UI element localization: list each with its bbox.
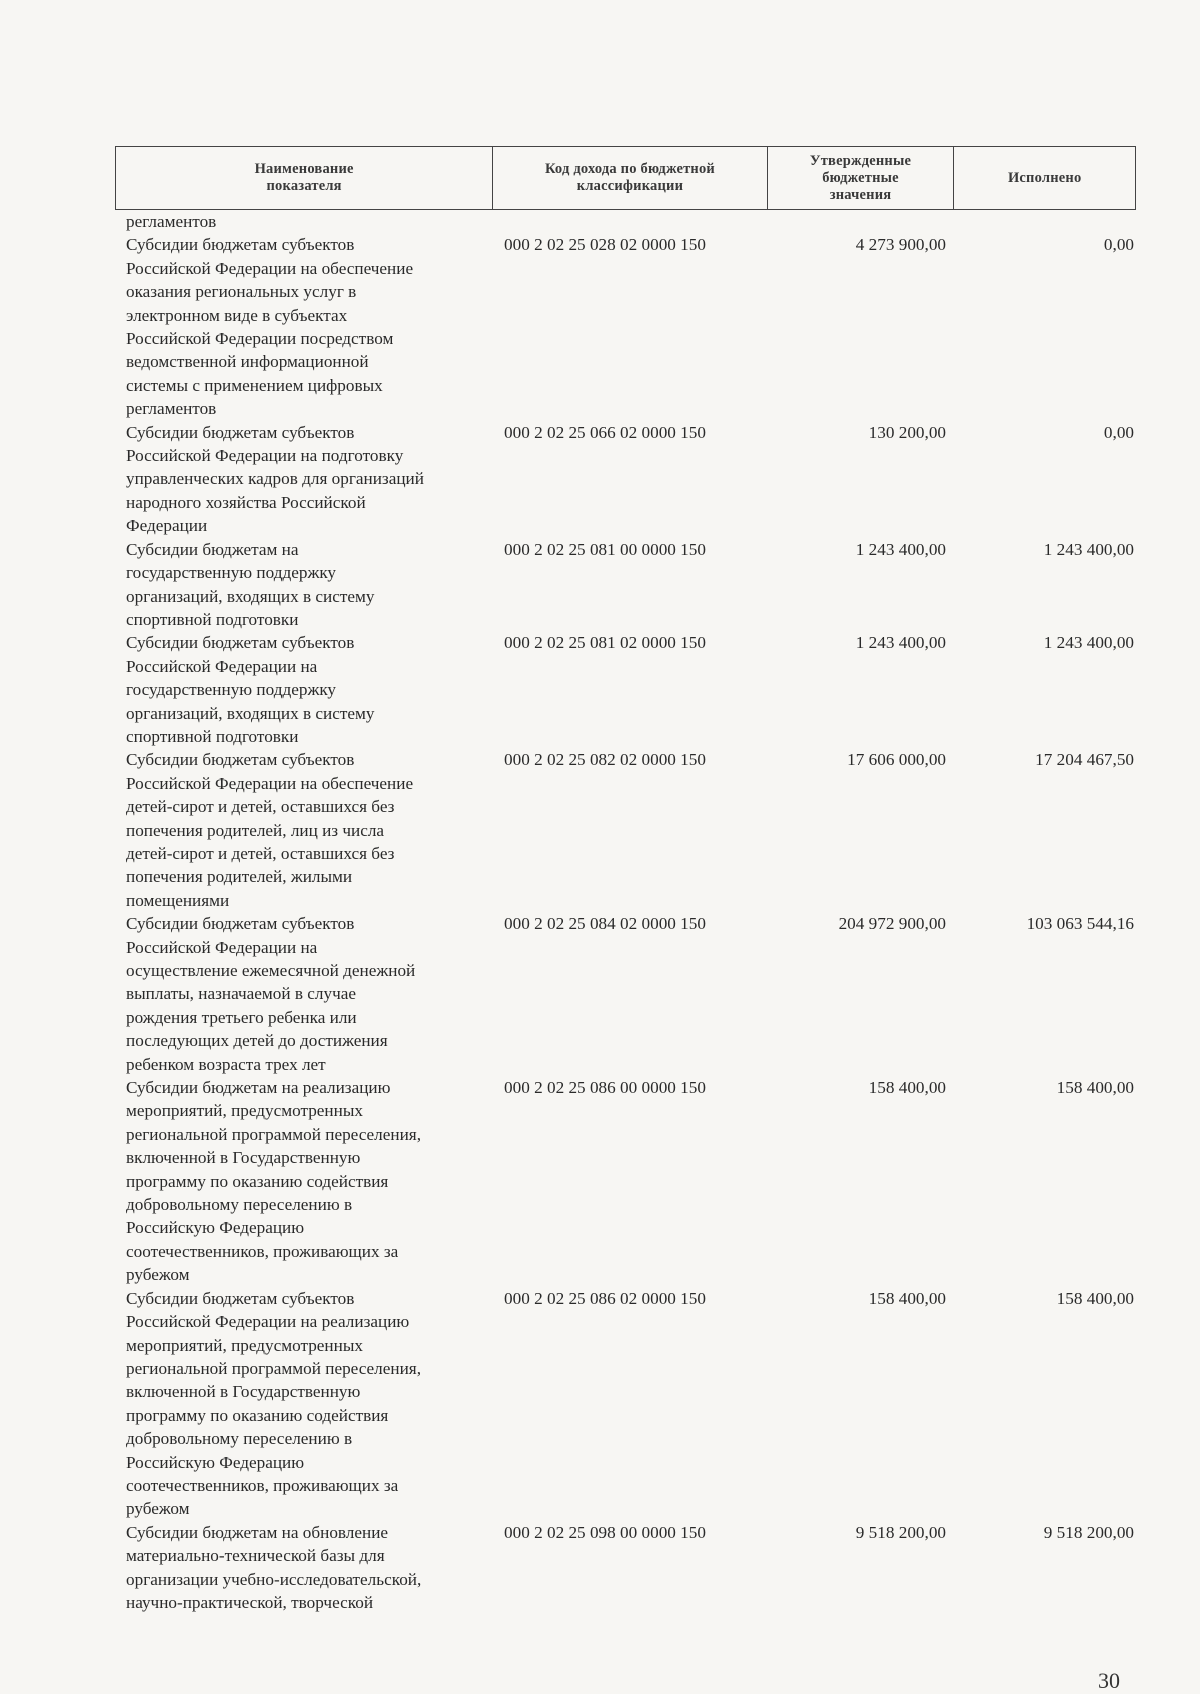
row-executed: 158 400,00 (1056, 1288, 1134, 1308)
row-name: Субсидии бюджетам на обновление материально-технической базы для организации учебно-исследовательской, научно-практической, творческой (126, 1522, 422, 1612)
row-executed: 158 400,00 (1056, 1078, 1134, 1098)
table-row (126, 538, 1136, 632)
table-body (126, 210, 1136, 1614)
table-row (126, 631, 1136, 748)
row-code: 000 2 02 25 028 02 0000 150 (504, 235, 706, 255)
row-name: Субсидии бюджетам на государственную поддержку организаций, входящих в систему спортивной подготовки (126, 539, 375, 629)
header-approved: Утвержденные бюджетные значения (768, 147, 955, 209)
row-code: 000 2 02 25 066 02 0000 150 (504, 422, 706, 442)
row-executed: 0,00 (1103, 422, 1134, 442)
row-name: Субсидии бюджетам субъектов Российской Федерации на обеспечение оказания региональных услуг в электронном виде в субъектах Российской Федерации посредством ведомственной информационной системы с применением цифровых регламентов (126, 235, 414, 419)
row-approved: 17 606 000,00 (847, 750, 946, 770)
row-name: Субсидии бюджетам на реализацию мероприятий, предусмотренных региональной программой переселения, включенной в Государственную программу по оказанию содействия добровольному переселению в Российскую Федерацию соотечественников, проживающих за рубежом (126, 1078, 421, 1285)
row-executed: 17 204 467,50 (1035, 750, 1134, 770)
header-name: Наименование показателя (116, 147, 493, 209)
row-approved: 158 400,00 (868, 1078, 946, 1098)
header-executed: Исполнено (1007, 169, 1082, 186)
row-code: 000 2 02 25 086 00 0000 150 (504, 1078, 706, 1098)
row-approved: 1 243 400,00 (855, 539, 946, 559)
page-number: 30 (1098, 1668, 1120, 1693)
row-approved: 1 243 400,00 (855, 633, 946, 653)
row-name: Субсидии бюджетам субъектов Российской Федерации на осуществление ежемесячной денежной выплаты, назначаемой в случае рождения третьего ребенка или последующих детей до достижения ребенком возраста трех лет (126, 914, 416, 1074)
table-row (126, 1287, 1136, 1521)
row-name: Субсидии бюджетам субъектов Российской Федерации на подготовку управленческих кадров для организаций народного хозяйства Российской Федерации (126, 422, 424, 536)
row-code: 000 2 02 25 086 02 0000 150 (504, 1288, 706, 1308)
row-name: Субсидии бюджетам субъектов Российской Федерации на реализацию мероприятий, предусмотренных региональной программой переселения, включенной в Государственную программу по оказанию содействия добровольному переселению в Российскую Федерацию соотечественников, проживающих за рубежом (126, 1288, 421, 1519)
table-row (126, 912, 1136, 1076)
row-executed: 0,00 (1103, 235, 1134, 255)
row-approved: 204 972 900,00 (838, 914, 946, 934)
row-name: Субсидии бюджетам субъектов Российской Федерации на обеспечение детей-сирот и детей, оставшихся без попечения родителей, лиц из числа детей-сирот и детей, оставшихся без попечения родителей, жилыми помещениями (126, 750, 414, 910)
table-row (126, 421, 1136, 538)
table-row (126, 1521, 1136, 1615)
header-code: Код дохода по бюджетной классификации (493, 147, 767, 209)
row-code: 000 2 02 25 081 02 0000 150 (504, 633, 706, 653)
table-row (126, 233, 1136, 420)
table-row (126, 1076, 1136, 1287)
row-code: 000 2 02 25 098 00 0000 150 (504, 1522, 706, 1542)
row-executed: 103 063 544,16 (1026, 914, 1134, 934)
row-name: регламентов (126, 212, 217, 231)
row-approved: 9 518 200,00 (855, 1522, 946, 1542)
row-executed: 1 243 400,00 (1043, 633, 1134, 653)
row-executed: 1 243 400,00 (1043, 539, 1134, 559)
row-code: 000 2 02 25 084 02 0000 150 (504, 914, 706, 934)
row-name: Субсидии бюджетам субъектов Российской Федерации на государственную поддержку организаций, входящих в систему спортивной подготовки (126, 633, 375, 746)
row-code: 000 2 02 25 082 02 0000 150 (504, 750, 706, 770)
row-approved: 158 400,00 (868, 1288, 946, 1308)
table-header (115, 146, 1136, 210)
row-approved: 130 200,00 (868, 422, 946, 442)
table-row (126, 210, 1136, 233)
row-approved: 4 273 900,00 (855, 235, 946, 255)
row-code: 000 2 02 25 081 00 0000 150 (504, 539, 706, 559)
table-row (126, 748, 1136, 912)
row-executed: 9 518 200,00 (1043, 1522, 1134, 1542)
